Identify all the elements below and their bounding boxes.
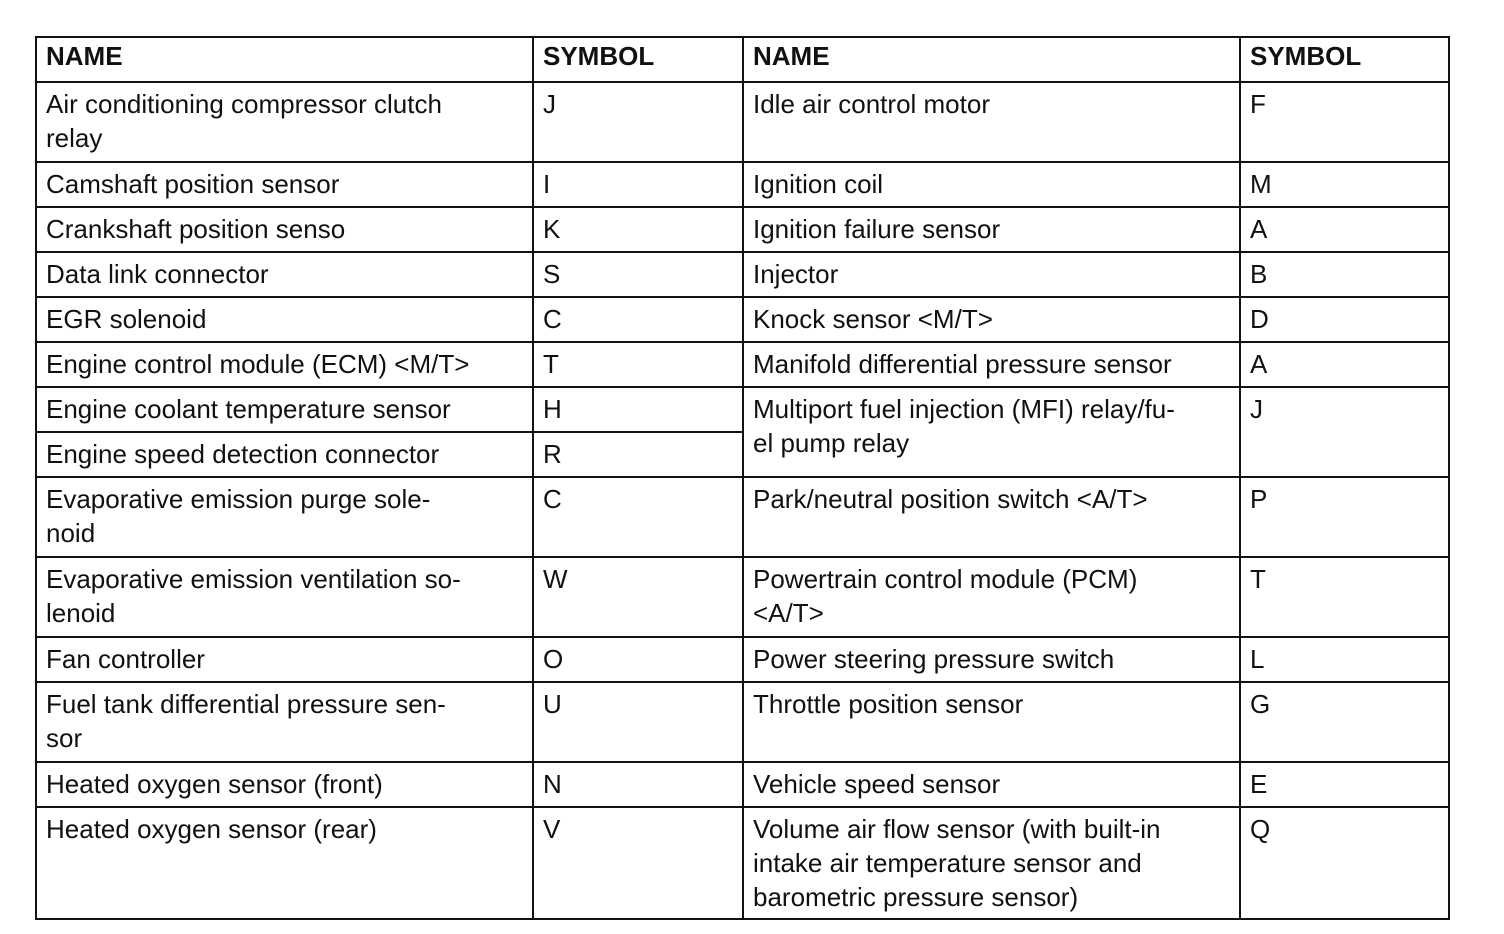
right-symbol-cell: A bbox=[1241, 208, 1448, 253]
right-symbol-cell: J bbox=[1241, 388, 1448, 478]
left-symbol-cell: J bbox=[534, 83, 744, 163]
left-name-cell: Data link connector bbox=[37, 253, 534, 298]
left-name-cell: Evaporative emission purge sole- noid bbox=[37, 478, 534, 558]
left-symbol-cell: O bbox=[534, 638, 744, 683]
left-symbol-cell: W bbox=[534, 558, 744, 638]
right-name-cell: Ignition failure sensor bbox=[744, 208, 1241, 253]
left-symbol-cell: T bbox=[534, 343, 744, 388]
right-name-cell: Vehicle speed sensor bbox=[744, 763, 1241, 808]
right-name-cell: Power steering pressure switch bbox=[744, 638, 1241, 683]
header-symbol-left: SYMBOL bbox=[534, 38, 744, 83]
left-name-cell: Fuel tank differential pressure sen- sor bbox=[37, 683, 534, 763]
right-name-cell: Park/neutral position switch <A/T> bbox=[744, 478, 1241, 558]
right-name-cell: Idle air control motor bbox=[744, 83, 1241, 163]
right-symbol-cell: F bbox=[1241, 83, 1448, 163]
right-symbol-cell: P bbox=[1241, 478, 1448, 558]
right-symbol-cell: Q bbox=[1250, 814, 1271, 844]
left-name-cell: Evaporative emission ventilation so- lenoid bbox=[37, 558, 534, 638]
left-name-cell: Crankshaft position senso bbox=[37, 208, 534, 253]
right-name-cell: Powertrain control module (PCM) <A/T> bbox=[744, 558, 1241, 638]
left-name-cell: EGR solenoid bbox=[37, 298, 534, 343]
left-symbol-cell: V bbox=[534, 808, 744, 918]
header-symbol-right: SYMBOL bbox=[1241, 38, 1448, 83]
right-symbol-cell: T bbox=[1241, 558, 1448, 638]
left-symbol-cell: C bbox=[534, 478, 744, 558]
left-symbol-cell: U bbox=[534, 683, 744, 763]
right-name-cell: Ignition coil bbox=[744, 163, 1241, 208]
left-name-cell: Camshaft position sensor bbox=[37, 163, 534, 208]
right-symbol-cell: L bbox=[1241, 638, 1448, 683]
left-symbol-cell: C bbox=[534, 298, 744, 343]
right-name-cell: Manifold differential pressure sensor bbox=[744, 343, 1241, 388]
left-name-cell: Engine control module (ECM) <M/T> bbox=[37, 343, 534, 388]
left-symbol-cell: N bbox=[534, 763, 744, 808]
right-name-cell: Throttle position sensor bbox=[744, 683, 1241, 763]
left-name-cell: Engine coolant temperature sensor bbox=[37, 388, 534, 433]
header-name-right: NAME bbox=[744, 38, 1241, 83]
left-name-cell: Engine speed detection connector bbox=[37, 433, 534, 478]
left-name-cell: Fan controller bbox=[37, 638, 534, 683]
right-symbol-cell: A bbox=[1241, 343, 1448, 388]
left-symbol-cell: H bbox=[534, 388, 744, 433]
right-symbol-cell: B bbox=[1241, 253, 1448, 298]
right-symbol-cell: D bbox=[1241, 298, 1448, 343]
left-name-cell: Air conditioning compressor clutch relay bbox=[37, 83, 534, 163]
right-name-cell: Knock sensor <M/T> bbox=[744, 298, 1241, 343]
right-symbol-cell: G bbox=[1241, 683, 1448, 763]
right-symbol-cell: M bbox=[1241, 163, 1448, 208]
left-name-cell: Heated oxygen sensor (front) bbox=[37, 763, 534, 808]
left-name-cell: Heated oxygen sensor (rear) bbox=[37, 808, 534, 918]
left-symbol-cell: K bbox=[534, 208, 744, 253]
left-symbol-cell: S bbox=[534, 253, 744, 298]
right-symbol-cell: E bbox=[1241, 763, 1448, 808]
header-name-left: NAME bbox=[37, 38, 534, 83]
left-symbol-cell: I bbox=[534, 163, 744, 208]
left-symbol-cell: R bbox=[534, 433, 744, 478]
right-name-cell: Multiport fuel injection (MFI) relay/fu- el pump relay bbox=[744, 388, 1241, 478]
component-symbol-table bbox=[35, 36, 1450, 920]
right-name-cell: Injector bbox=[744, 253, 1241, 298]
right-name-cell: Volume air flow sensor (with built-in intake air temperature sensor and barometric pressure sensor) bbox=[744, 808, 1241, 918]
